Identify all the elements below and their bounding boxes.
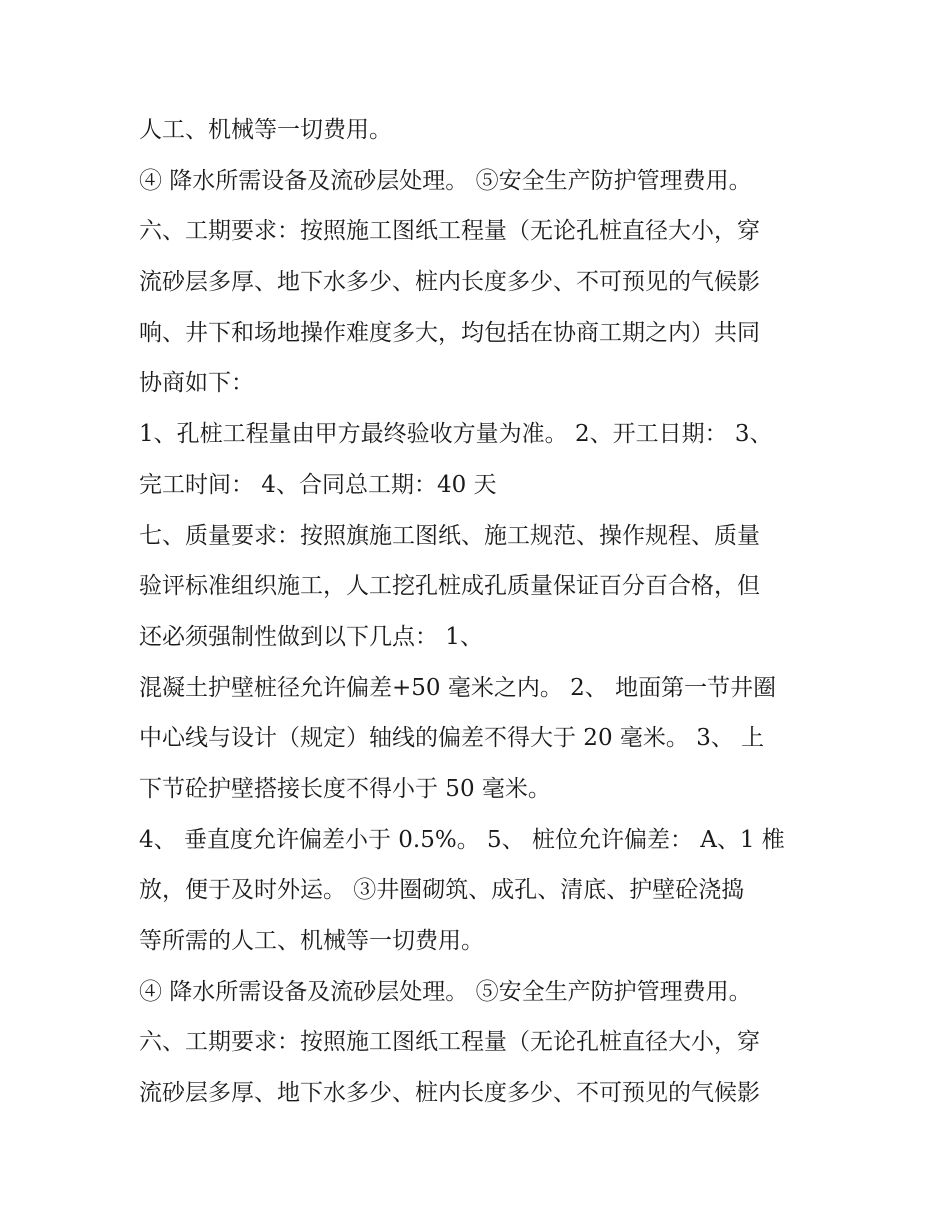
text-line: 等所需的人工、机械等一切费用。 [139, 928, 484, 954]
text-line: 响、井下和场地操作难度多大，均包括在协商工期之内）共同 [139, 319, 760, 346]
text-line: 放，便于及时外运。 ③井圈砌筑、成孔、清底、护壁砼浇捣 [139, 877, 745, 904]
text-line: 六、工期要求：按照施工图纸工程量（无论孔桩直径大小，穿 [139, 218, 760, 245]
text-line: 1、孔桩工程量由甲方最终验收方量为准。 2、开工日期： 3、 [139, 421, 773, 448]
text-line: 中心线与设计（规定）轴线的偏差不得大于 20 毫米。 3、 上 [139, 725, 765, 752]
text-line: 六、工期要求：按照施工图纸工程量（无论孔桩直径大小，穿 [139, 1029, 760, 1056]
text-line: 还必须强制性做到以下几点： 1、 [139, 623, 483, 650]
document-body [139, 105, 819, 1119]
text-line: 协商如下： [139, 370, 254, 397]
text-line: 下节砼护壁搭接长度不得小于 50 毫米。 [139, 775, 551, 802]
text-line: 混凝土护壁桩径允许偏差+50 毫米之内。 2、 地面第一节井圈 [139, 674, 777, 701]
text-line: ④ 降水所需设备及流砂层处理。 ⑤安全生产防护管理费用。 [139, 978, 752, 1005]
text-line: 流砂层多厚、地下水多少、桩内长度多少、不可预见的气候影 [139, 1080, 760, 1107]
text-line: 七、质量要求：按照旗施工图纸、施工规范、操作规程、质量 [139, 522, 760, 549]
text-line: ④ 降水所需设备及流砂层处理。 ⑤安全生产防护管理费用。 [139, 167, 752, 194]
text-line: 验评标准组织施工，人工挖孔桩成孔质量保证百分百合格，但 [139, 573, 760, 600]
text-line: 人工、机械等一切费用。 [139, 117, 392, 143]
text-line: 流砂层多厚、地下水多少、桩内长度多少、不可预见的气候影 [139, 269, 760, 296]
text-line: 完工时间： 4、合同总工期：40 天 [139, 471, 497, 498]
text-line: 4、 垂直度允许偏差小于 0.5%。 5、 桩位允许偏差： A、1 椎 [139, 826, 785, 853]
